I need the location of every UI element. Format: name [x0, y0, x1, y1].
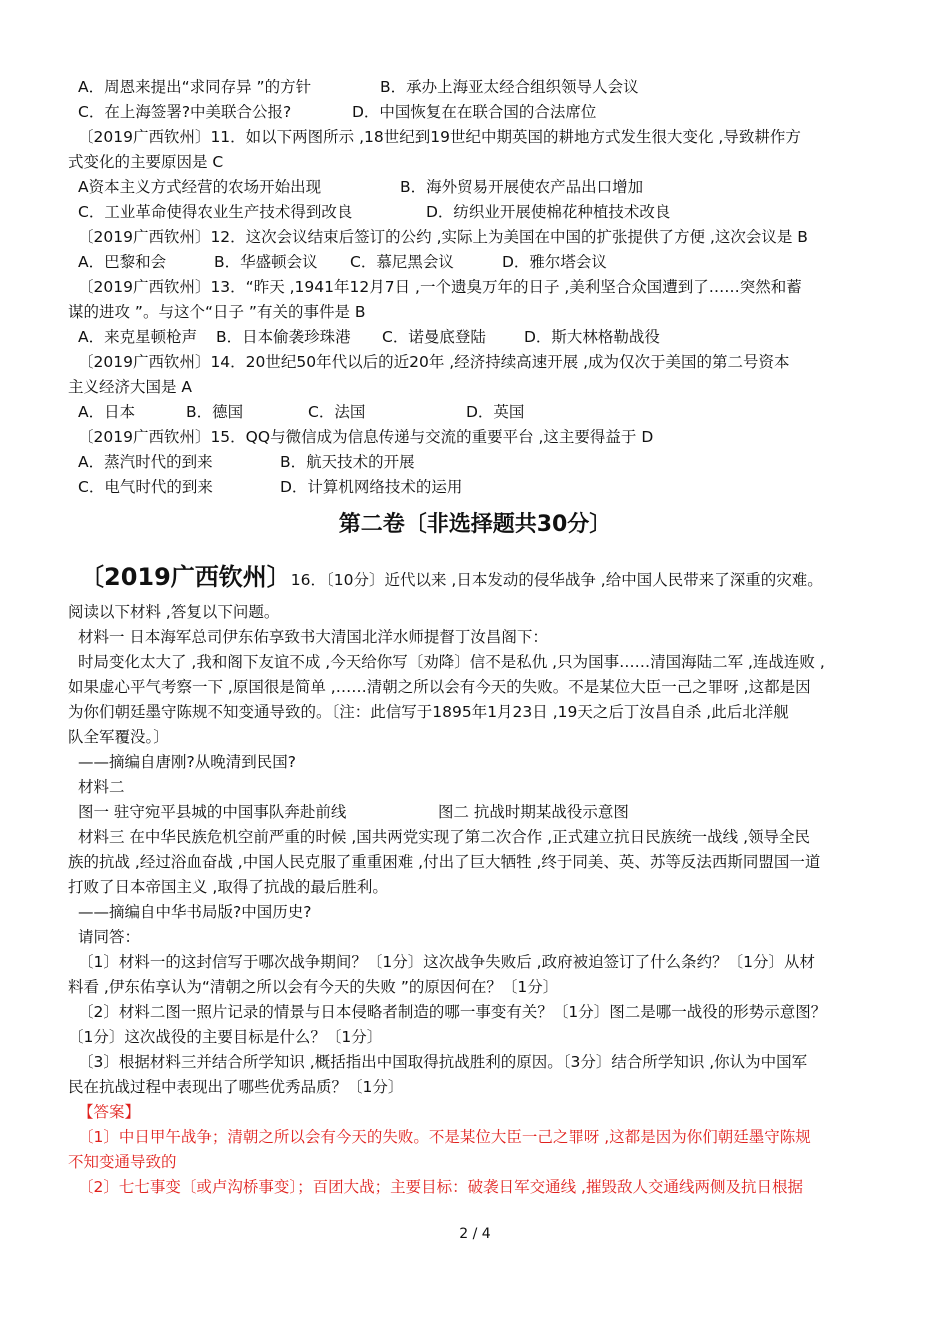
text-line: ——摘编自唐刚?从晚清到民国? [78, 753, 296, 771]
text-line: 〔2019广西钦州〕11．如以下两图所示 ,18世纪到19世纪中期英国的耕地方式发生很大变化 ,导致耕作方 [78, 128, 801, 146]
option-item: A．蒸汽时代的到来 [78, 453, 213, 471]
question-source: 〔2019广西钦州〕 [80, 563, 291, 591]
text-line: 料看 ,伊东佑享认为“清朝之所以会有今天的失败 ”的原因何在？〔1分〕 [68, 978, 559, 996]
option-item: D．纺织业开展使棉花种植技术改良 [426, 203, 671, 221]
text-line: 〔2019广西钦州〕12．这次会议结束后签订的公约 ,实际上为美国在中国的扩张提供了方便 ,这次会议是 B [78, 228, 808, 246]
option-item: C．法国 [308, 403, 366, 421]
text-line: 【答案】 [78, 1103, 141, 1121]
option-item: B．承办上海亚太经合组织领导人会议 [380, 78, 639, 96]
text-line: 〔3〕根据材料三并结合所学知识 ,概括指出中国取得抗战胜利的原因。〔3分〕结合所学知识 ,你认为中国军 [78, 1053, 808, 1071]
text-line: 〔2〕七七事变〔或卢沟桥事变〕；百团大战；主要目标：破袭日军交通线 ,摧毁敌人交通线两侧及抗日根据 [78, 1178, 803, 1196]
text-line: 谋的进攻 ”。与这个“日子 ”有关的事件是 B [68, 303, 366, 321]
text-line: 〔2019广西钦州〕14．20世纪50年代以后的近20年 ,经济持续高速开展 ,成为仅次于美国的第二号资本 [78, 353, 790, 371]
options-line [68, 200, 898, 225]
question-stem: 16．〔10分〕近代以来 ,日本发动的侵华战争 ,给中国人民带来了深重的灾难。 [290, 571, 823, 589]
option-item: 图一 驻守宛平县城的中国事队奔赴前线 [78, 803, 347, 821]
options-line [68, 325, 898, 350]
text-line: 时局变化太大了 ,我和阁下友谊不成 ,今天给你写〔劝降〕信不是私仇 ,只为国事……清国海陆二军 ,连战连败 , [78, 653, 825, 671]
option-item: A．日本 [78, 403, 136, 421]
option-item: C．工业革命使得农业生产技术得到改良 [78, 203, 353, 221]
option-item: B．航天技术的开展 [280, 453, 415, 471]
option-item: D．中国恢复在在联合国的合法席位 [352, 103, 597, 121]
option-item: D．英国 [466, 403, 525, 421]
text-line: 〔1分〕这次战役的主要目标是什么？〔1分〕 [68, 1028, 383, 1046]
text-line: 为你们朝廷墨守陈规不知变通导致的。〔注：此信写于1895年1月23日 ,19天之后丁汝昌自杀 ,此后北洋舰 [68, 703, 789, 721]
text-line: 材料二 [78, 778, 125, 796]
options-line [68, 75, 898, 100]
text-line: 阅读以下材料 ,答复以下问题。 [68, 603, 280, 621]
option-item: D．计算机网络技术的运用 [280, 478, 463, 496]
text-line: 〔2019广西钦州〕13．“昨天 ,1941年12月7日 ,一个遗臭万年的日子 ,美利坚合众国遭到了……突然和蓄 [78, 278, 802, 296]
options-line [68, 475, 898, 500]
section-title: 第二卷〔非选择题共30分〕 [338, 512, 612, 537]
text-line: 〔1〕中日甲午战争；清朝之所以会有今天的失败。不是某位大臣一己之罪呀 ,这都是因为你们朝廷墨守陈规 [78, 1128, 811, 1146]
options-line [68, 175, 898, 200]
options-line [68, 400, 898, 425]
option-item: C．在上海签署?中美联合公报? [78, 103, 292, 121]
option-item: A．来克星顿枪声 [78, 328, 198, 346]
option-item: C．诺曼底登陆 [382, 328, 486, 346]
text-line: 打败了日本帝国主义 ,取得了抗战的最后胜利。 [68, 878, 388, 896]
text-line: 民在抗战过程中表现出了哪些优秀品质？〔1分〕 [68, 1078, 404, 1096]
text-line: 队全军覆没。〕 [68, 728, 169, 746]
text-line: 主义经济大国是 A [68, 378, 193, 396]
text-line: ——摘编自中华书局版?中国历史? [78, 903, 312, 921]
option-item: B．华盛顿会议 [214, 253, 318, 271]
question-16-header [80, 560, 823, 597]
options-line [68, 250, 898, 275]
option-item: A．周恩来提出“求同存异 ”的方针 [78, 78, 312, 96]
text-line: 材料三 在中华民族危机空前严重的时候 ,国共两党实现了第二次合作 ,正式建立抗日民族统一战线 ,领导全民 [78, 828, 810, 846]
option-item: B．日本偷袭珍珠港 [216, 328, 351, 346]
options-line [68, 800, 898, 825]
option-item: B．海外贸易开展使农产品出口增加 [400, 178, 644, 196]
text-line: 不知变通导致的 [68, 1153, 177, 1171]
option-item: D．斯大林格勒战役 [524, 328, 660, 346]
text-line: 材料一 日本海军总司伊东佑享致书大清国北洋水师提督丁汝昌阁下： [78, 628, 548, 646]
option-item: C．电气时代的到来 [78, 478, 213, 496]
option-item: A．巴黎和会 [78, 253, 167, 271]
text-line: 〔1〕材料一的这封信写于哪次战争期间？〔1分〕这次战争失败后 ,政府被迫签订了什么条约？〔1分〕从材 [78, 953, 815, 971]
text-line: 如果虚心平气考察一下 ,原国很是简单 ,……清朝之所以会有今天的失败。不是某位大臣一己之罪呀 ,这都是因 [68, 678, 811, 696]
text-line: 式变化的主要原因是 C [68, 153, 224, 171]
option-item: B．德国 [186, 403, 244, 421]
options-line [68, 450, 898, 475]
multiple-choice-section [68, 75, 898, 500]
option-item: A资本主义方式经营的农场开始出现 [78, 178, 322, 196]
text-line: 族的抗战 ,经过浴血奋战 ,中国人民克服了重重困难 ,付出了巨大牺牲 ,终于同美、英、苏等反法西斯同盟国一道 [68, 853, 821, 871]
option-item: 图二 抗战时期某战役示意图 [438, 803, 629, 821]
text-line: 请同答： [78, 928, 141, 946]
text-line: 〔2019广西钦州〕15．QQ与微信成为信息传递与交流的重要平台 ,这主要得益于 D [78, 428, 654, 446]
text-line: 〔2〕材料二图一照片记录的情景与日本侵略者制造的哪一事变有关？〔1分〕图二是哪一战役的形势示意图？ [78, 1003, 827, 1021]
question-16-body [68, 600, 898, 1200]
option-item: D．雅尔塔会议 [502, 253, 607, 271]
options-line [68, 100, 898, 125]
page-number: 2 / 4 [459, 1226, 491, 1242]
option-item: C．慕尼黑会议 [350, 253, 454, 271]
